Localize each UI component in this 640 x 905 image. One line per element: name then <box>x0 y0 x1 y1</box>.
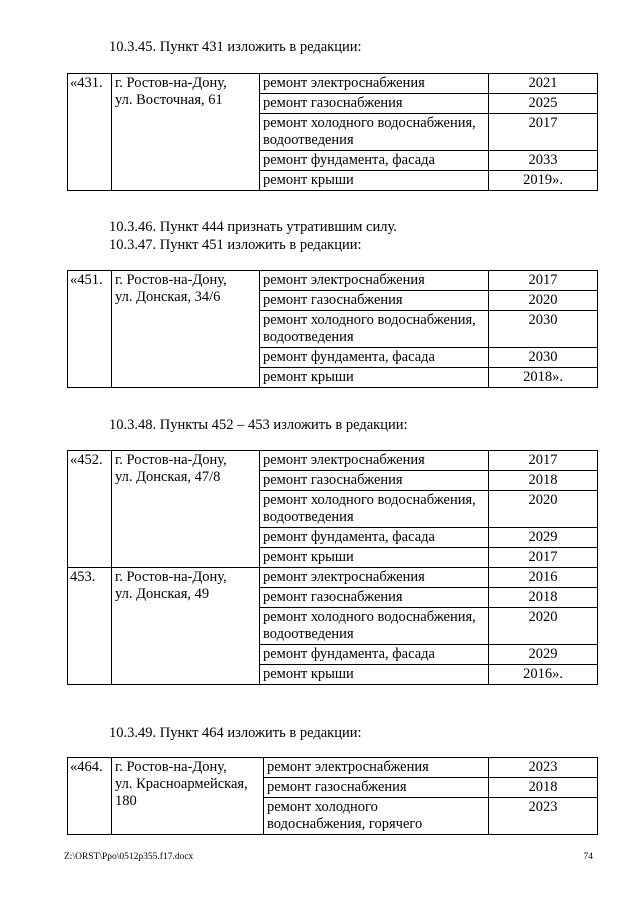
address-line: 180 <box>115 793 137 809</box>
work-type-cell <box>260 368 489 388</box>
year-cell: 2023 <box>489 798 598 835</box>
work-type-line: ремонт холодного водоснабжения, <box>263 115 476 131</box>
work-type-cell <box>260 451 489 471</box>
work-type-line: водоснабжения, горячего <box>267 816 423 832</box>
work-type-line: ремонт холодного водоснабжения, <box>263 312 476 328</box>
year-cell: 2020 <box>489 491 598 528</box>
work-type-cell <box>260 645 489 665</box>
item-number: 453. <box>68 568 112 685</box>
work-type-cell <box>260 491 489 528</box>
year-cell: 2021 <box>489 74 598 94</box>
table-row <box>68 451 598 471</box>
address-line: ул. Донская, 49 <box>115 586 210 602</box>
work-type-cell <box>260 588 489 608</box>
work-type-cell <box>260 348 489 368</box>
work-type-line: ремонт холодного водоснабжения, <box>263 492 476 508</box>
year-cell: 2016». <box>489 665 598 685</box>
work-type-line: водоотведения <box>263 509 354 525</box>
paragraph-10-3-47: 10.3.47. Пункт 451 изложить в редакции: <box>109 237 362 253</box>
table-row <box>68 74 598 94</box>
work-type-line: ремонт фундамента, фасада <box>263 349 435 365</box>
work-type-line: ремонт электроснабжения <box>263 272 425 288</box>
year-cell: 2033 <box>489 151 598 171</box>
work-type-line: водоотведения <box>263 626 354 642</box>
work-type-line: ремонт холодного водоснабжения, <box>263 609 476 625</box>
footer-file-path: Z:\ORST\Ppo\0512p355.f17.docx <box>64 852 194 862</box>
year-cell: 2030 <box>489 348 598 368</box>
item-number: «431. <box>68 74 112 191</box>
year-cell: 2018 <box>489 471 598 491</box>
year-cell: 2017 <box>489 548 598 568</box>
year-cell: 2019». <box>489 171 598 191</box>
address-line: г. Ростов-на-Дону, <box>115 272 227 288</box>
year-cell: 2020 <box>489 291 598 311</box>
work-type-line: ремонт газоснабжения <box>263 95 403 111</box>
address-line: г. Ростов-на-Дону, <box>115 569 227 585</box>
address-line: ул. Восточная, 61 <box>115 92 223 108</box>
work-type-line: ремонт холодного <box>267 799 378 815</box>
address-line: ул. Донская, 47/8 <box>115 469 221 485</box>
work-type-cell <box>260 471 489 491</box>
work-type-line: ремонт газоснабжения <box>267 779 407 795</box>
work-type-line: ремонт крыши <box>263 172 354 188</box>
work-type-cell <box>260 311 489 348</box>
paragraph-10-3-48: 10.3.48. Пункты 452 – 453 изложить в редакции: <box>109 417 408 433</box>
work-type-cell <box>260 171 489 191</box>
work-type-cell <box>264 798 489 835</box>
work-type-line: ремонт газоснабжения <box>263 472 403 488</box>
address-line: ул. Донская, 34/6 <box>115 289 221 305</box>
address-line: ул. Красноармейская, <box>115 776 248 792</box>
work-type-line: ремонт крыши <box>263 549 354 565</box>
footer-page-number: 74 <box>583 852 593 862</box>
repair-table-451 <box>67 270 598 388</box>
year-cell: 2016 <box>489 568 598 588</box>
work-type-cell <box>264 778 489 798</box>
item-number: «464. <box>68 758 112 835</box>
year-cell: 2018 <box>489 778 598 798</box>
work-type-cell <box>260 608 489 645</box>
work-type-line: ремонт крыши <box>263 666 354 682</box>
year-cell: 2025 <box>489 94 598 114</box>
work-type-line: водоотведения <box>263 329 354 345</box>
year-cell: 2023 <box>489 758 598 778</box>
work-type-line: ремонт электроснабжения <box>267 759 429 775</box>
year-cell: 2020 <box>489 608 598 645</box>
address-cell <box>112 74 260 191</box>
year-cell: 2017 <box>489 451 598 471</box>
paragraph-10-3-45: 10.3.45. Пункт 431 изложить в редакции: <box>109 39 362 55</box>
work-type-line: ремонт крыши <box>263 369 354 385</box>
year-cell: 2018 <box>489 588 598 608</box>
work-type-cell <box>260 94 489 114</box>
address-line: г. Ростов-на-Дону, <box>115 759 227 775</box>
work-type-line: ремонт электроснабжения <box>263 75 425 91</box>
address-cell <box>112 451 260 568</box>
table-row <box>68 271 598 291</box>
work-type-line: ремонт газоснабжения <box>263 292 403 308</box>
item-number: «452. <box>68 451 112 568</box>
year-cell: 2017 <box>489 114 598 151</box>
work-type-line: ремонт фундамента, фасада <box>263 646 435 662</box>
work-type-cell <box>260 291 489 311</box>
work-type-cell <box>260 665 489 685</box>
address-line: г. Ростов-на-Дону, <box>115 75 227 91</box>
work-type-line: ремонт фундамента, фасада <box>263 152 435 168</box>
work-type-cell <box>260 151 489 171</box>
work-type-cell <box>260 548 489 568</box>
work-type-line: ремонт газоснабжения <box>263 589 403 605</box>
paragraph-10-3-46: 10.3.46. Пункт 444 признать утратившим силу. <box>109 219 397 235</box>
work-type-cell <box>260 528 489 548</box>
address-cell <box>112 271 260 388</box>
year-cell: 2030 <box>489 311 598 348</box>
repair-table-452-453 <box>67 450 598 685</box>
work-type-line: ремонт электроснабжения <box>263 569 425 585</box>
work-type-line: ремонт электроснабжения <box>263 452 425 468</box>
year-cell: 2029 <box>489 645 598 665</box>
table-row <box>68 758 598 778</box>
address-cell <box>112 758 264 835</box>
work-type-cell <box>260 568 489 588</box>
work-type-cell <box>260 74 489 94</box>
repair-table-464 <box>67 757 598 835</box>
work-type-cell <box>260 114 489 151</box>
year-cell: 2029 <box>489 528 598 548</box>
address-cell <box>112 568 260 685</box>
work-type-line: ремонт фундамента, фасада <box>263 529 435 545</box>
repair-table-431 <box>67 73 598 191</box>
address-line: г. Ростов-на-Дону, <box>115 452 227 468</box>
year-cell: 2018». <box>489 368 598 388</box>
table-row <box>68 568 598 588</box>
work-type-cell <box>260 271 489 291</box>
paragraph-10-3-49: 10.3.49. Пункт 464 изложить в редакции: <box>109 725 362 741</box>
work-type-line: водоотведения <box>263 132 354 148</box>
item-number: «451. <box>68 271 112 388</box>
work-type-cell <box>264 758 489 778</box>
year-cell: 2017 <box>489 271 598 291</box>
